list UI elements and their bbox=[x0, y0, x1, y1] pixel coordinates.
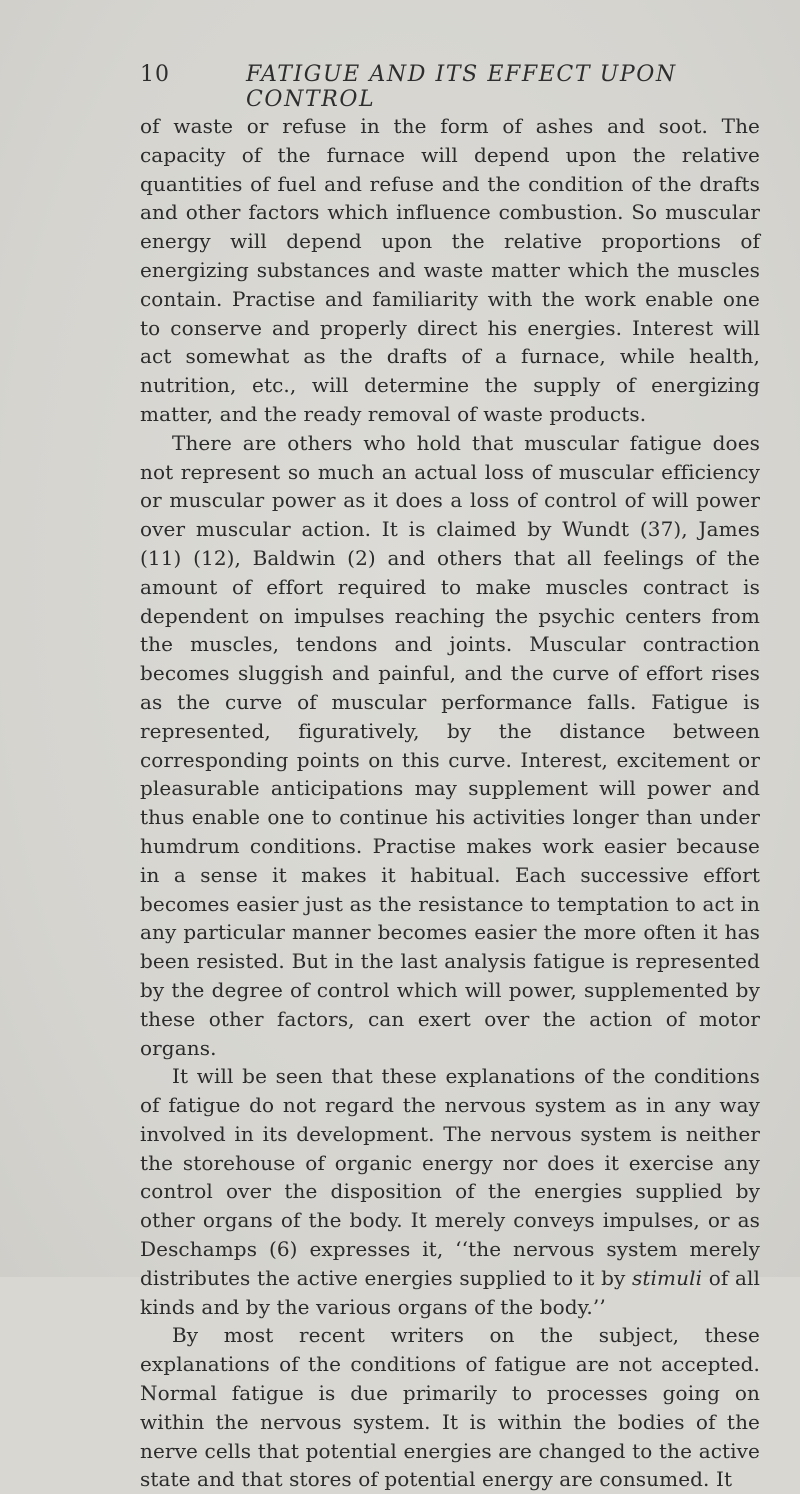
paragraph-2: There are others who hold that muscular fatigue does not represent so much an actual loss of muscular efficiency or muscular power as it does a loss of control of will power over muscular action. It is claimed by Wundt (37), James (11) (12), Baldwin (2) and others that all feelings of the amount of effort required to make muscles contract is dependent on impulses reaching the psychic centers from the muscles, tendons and joints. Muscular contraction becomes sluggish and painful, and the curve of effort rises as the curve of muscular performance falls. Fatigue is represented, figuratively, by the distance between corresponding points on this curve. Interest, excitement or pleasurable anticipations may supplement will power and thus enable one to continue his activities longer than under humdrum conditions. Practise makes work easier because in a sense it makes it habitual. Each successive effort becomes easier just as the resistance to temptation to act in any particular manner becomes easier the more often it has been resisted. But in the last analysis fatigue is represented by the degree of control which will power, supplemented by these other factors, can exert over the action of motor organs. bbox=[140, 430, 760, 1060]
body-text bbox=[140, 112, 760, 1494]
paragraph-3-text: It will be seen that these explanations of the conditions of fatigue do not regard the nervous system as in any way involved in its development. The nervous system is neither the storehouse of organic energy nor does it exercise any control over the disposition of the energies supplied by other organs of the body. It merely conveys impulses, or as Deschamps (6) expresses it, ‘‘the nervous system merely distributes the active energies supplied to it by bbox=[140, 1064, 760, 1290]
italic-stimuli: stimuli bbox=[632, 1265, 703, 1290]
running-title: FATIGUE AND ITS EFFECT UPON CONTROL bbox=[246, 62, 677, 112]
paragraph-3 bbox=[140, 1062, 760, 1321]
paragraph-3-end: of all kinds and by the various organs of the body.’’ bbox=[140, 1265, 760, 1319]
page-number: 10 bbox=[140, 62, 170, 87]
paragraph-1: of waste or refuse in the form of ashes and soot. The capacity of the furnace will depend upon the relative quantities of fuel and refuse and the condition of the drafts and other factors which influence combustion. So muscular energy will depend upon the relative proportions of energizing substances and waste matter which the muscles contain. Practise and familiarity with the work enable one to conserve and properly direct his energies. Interest will act somewhat as the drafts of a furnace, while health, nutrition, etc., will determine the supply of energizing matter, and the ready removal of waste products. bbox=[140, 114, 760, 426]
paragraph-4: By most recent writers on the subject, these explanations of the conditions of fatigue are not accepted. Normal fatigue is due primarily to processes going on within the nervous system. It is within the bodies of the nerve cells that potential energies are changed to the active state and that stores of potential energy are consumed. It bbox=[140, 1323, 760, 1492]
running-head bbox=[140, 62, 760, 112]
